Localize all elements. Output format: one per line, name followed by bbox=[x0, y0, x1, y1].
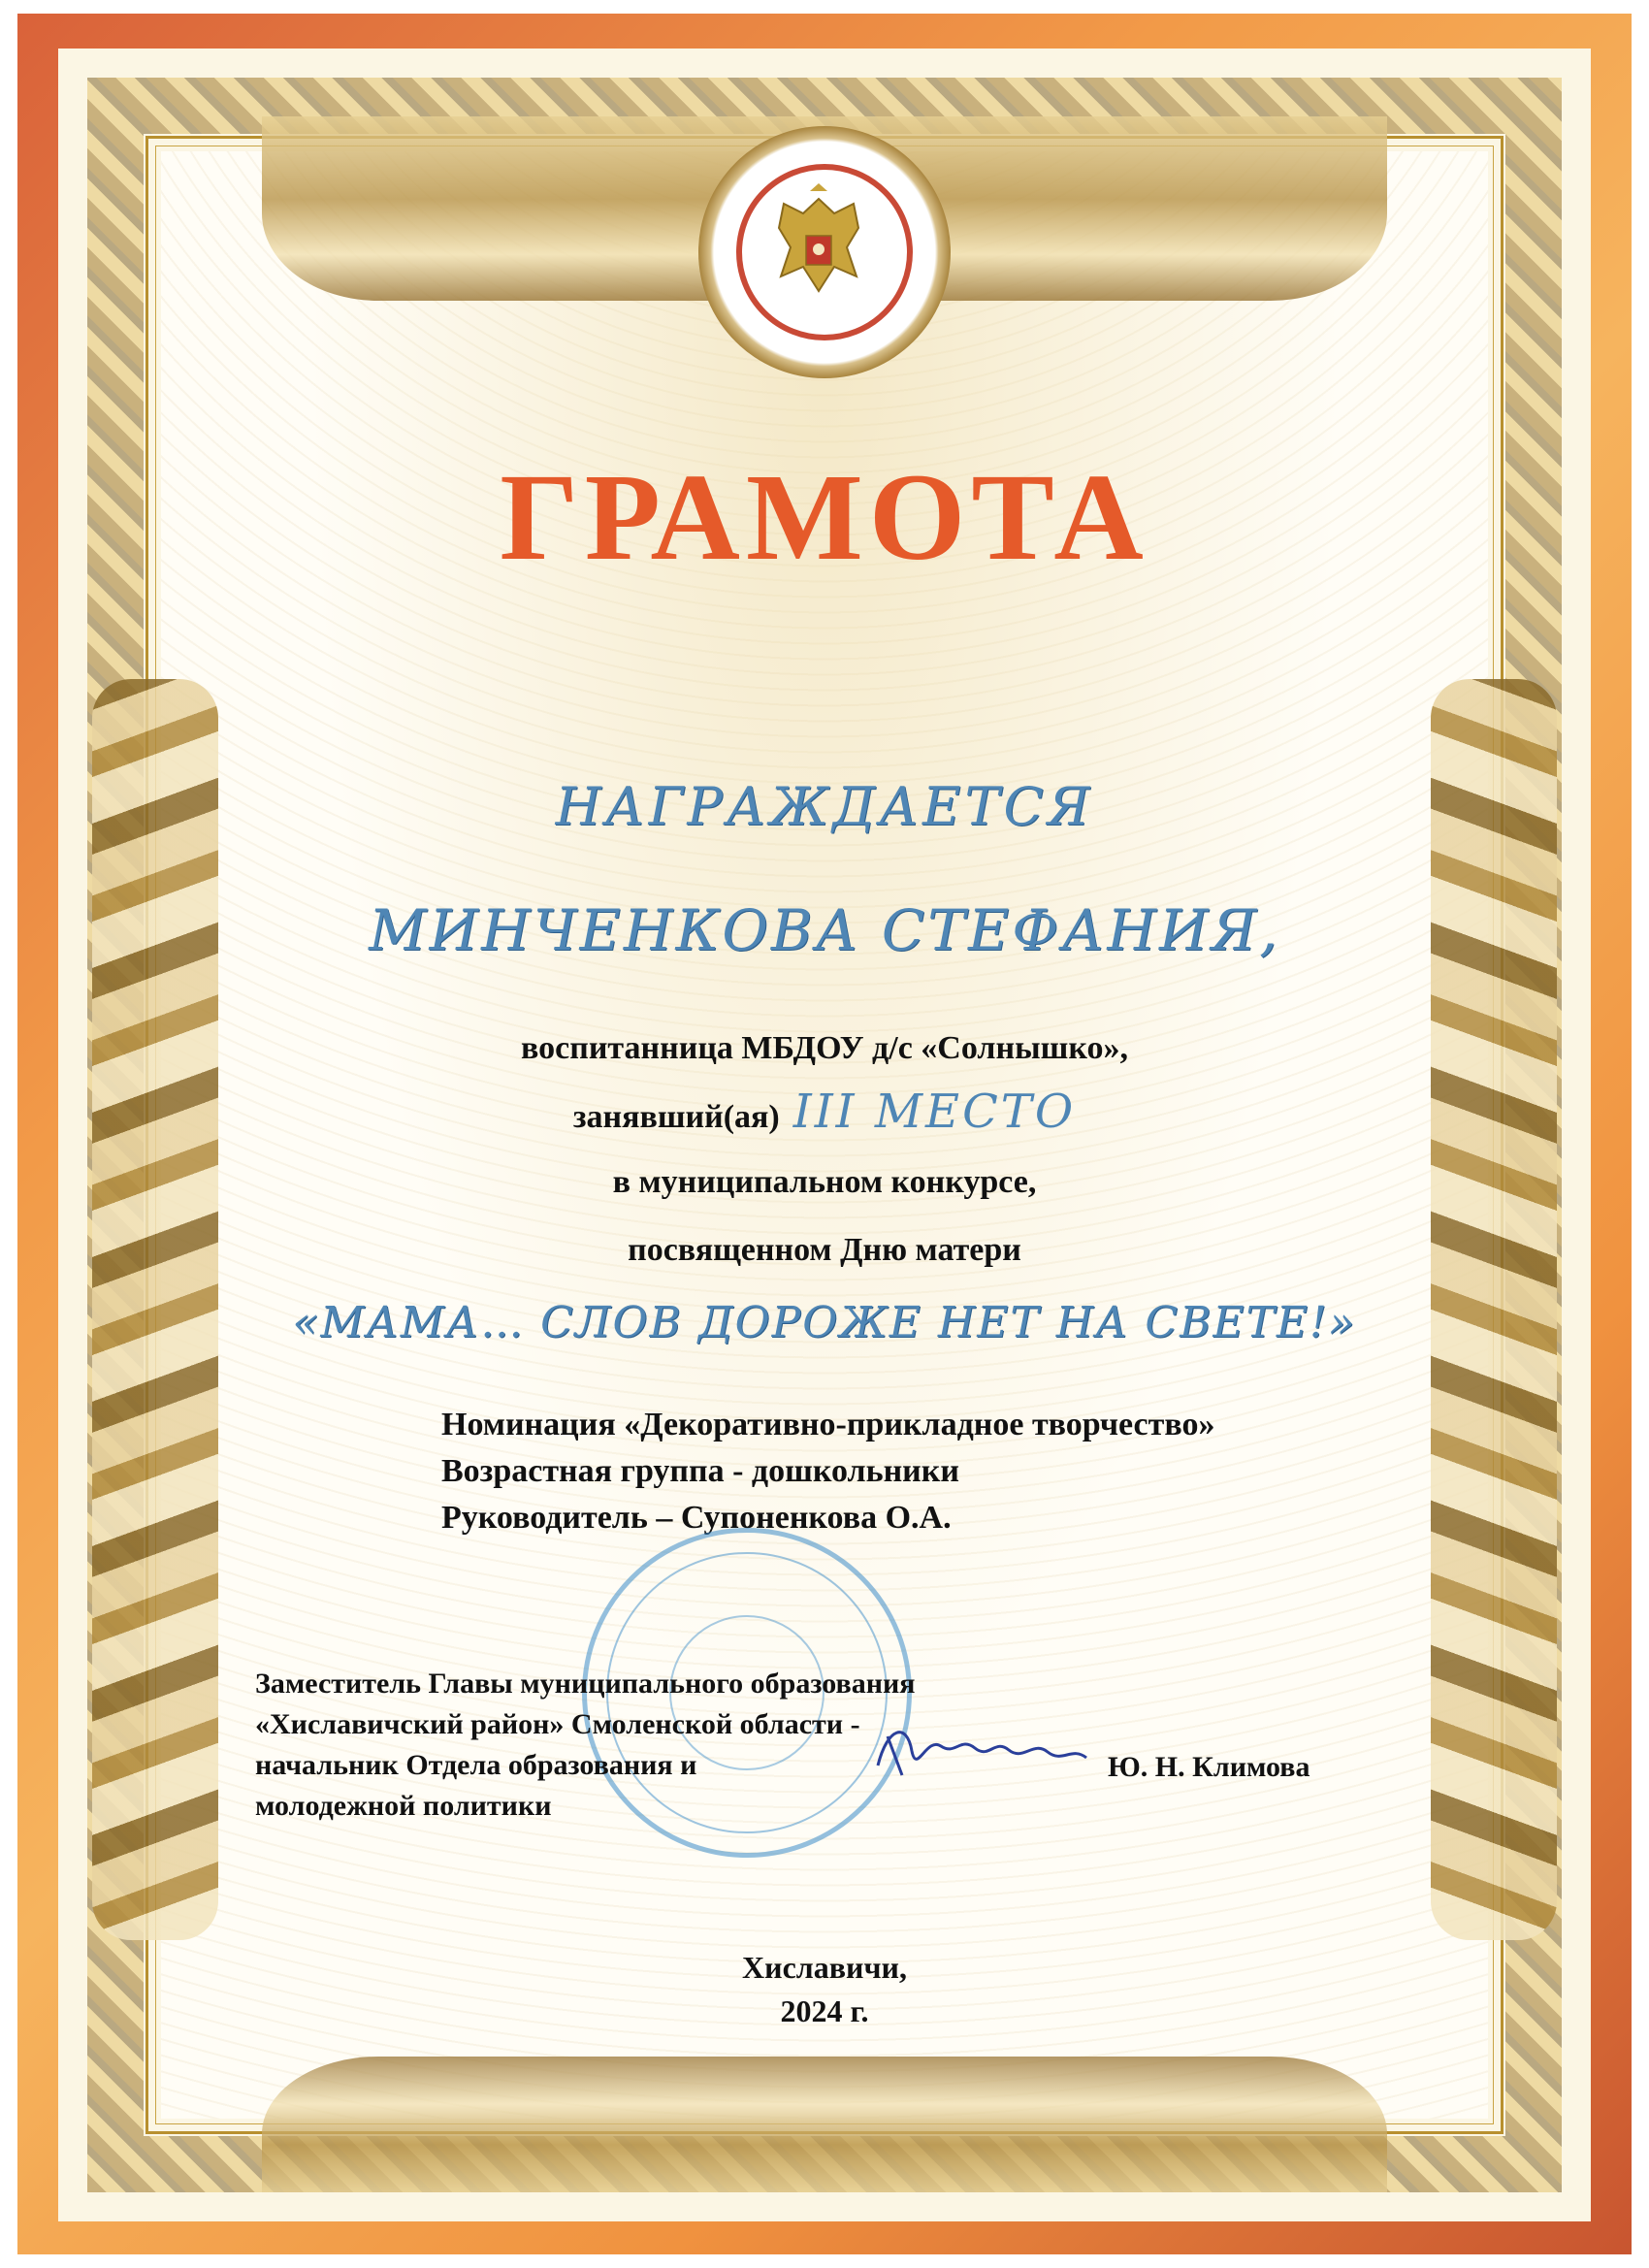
institution-line: воспитанница МБДОУ д/с «Солнышко», bbox=[521, 1030, 1128, 1066]
nomination-line: Номинация «Декоративно-прикладное творчество» bbox=[441, 1407, 1215, 1442]
handwritten-signature-icon bbox=[868, 1707, 1091, 1795]
signatory-position bbox=[255, 1664, 916, 1827]
place-value: III МЕСТО bbox=[792, 1085, 1077, 1139]
recipient-name: МИНЧЕНКОВА СТЕФАНИЯ, bbox=[369, 897, 1280, 963]
contest-line: в муниципальном конкурсе, bbox=[612, 1164, 1037, 1200]
bottom-ribbon-banner bbox=[262, 2057, 1387, 2192]
signatory-line-1: Заместитель Главы муниципального образования bbox=[255, 1668, 916, 1700]
signatory-line-2: «Хиславичский район» Смоленской области - bbox=[255, 1708, 860, 1740]
issue-year: 2024 г. bbox=[780, 1993, 869, 2028]
age-group-line: Возрастная группа - дошкольники bbox=[441, 1453, 959, 1489]
signatory-line-4: молодежной политики bbox=[255, 1790, 552, 1822]
dedication-line: посвященном Дню матери bbox=[628, 1232, 1021, 1268]
russian-coat-of-arms-icon bbox=[698, 126, 951, 378]
certificate-title: ГРАМОТА bbox=[500, 448, 1149, 586]
place-prefix: занявший(ая) bbox=[572, 1099, 780, 1135]
signatory-line-3: начальник Отдела образования и bbox=[255, 1749, 697, 1781]
double-headed-eagle-icon bbox=[742, 170, 895, 323]
awarded-heading: НАГРАЖДАЕТСЯ bbox=[555, 776, 1094, 837]
contest-slogan: «МАМА… СЛОВ ДОРОЖЕ НЕТ НА СВЕТЕ!» bbox=[292, 1298, 1357, 1347]
details-block bbox=[441, 1402, 1214, 1541]
signatory-name: Ю. Н. Климова bbox=[1108, 1751, 1310, 1783]
issue-city: Хиславичи, bbox=[742, 1950, 907, 1985]
supervisor-line: Руководитель – Супоненкова О.А. bbox=[441, 1500, 952, 1536]
place-line bbox=[0, 1085, 1649, 1139]
